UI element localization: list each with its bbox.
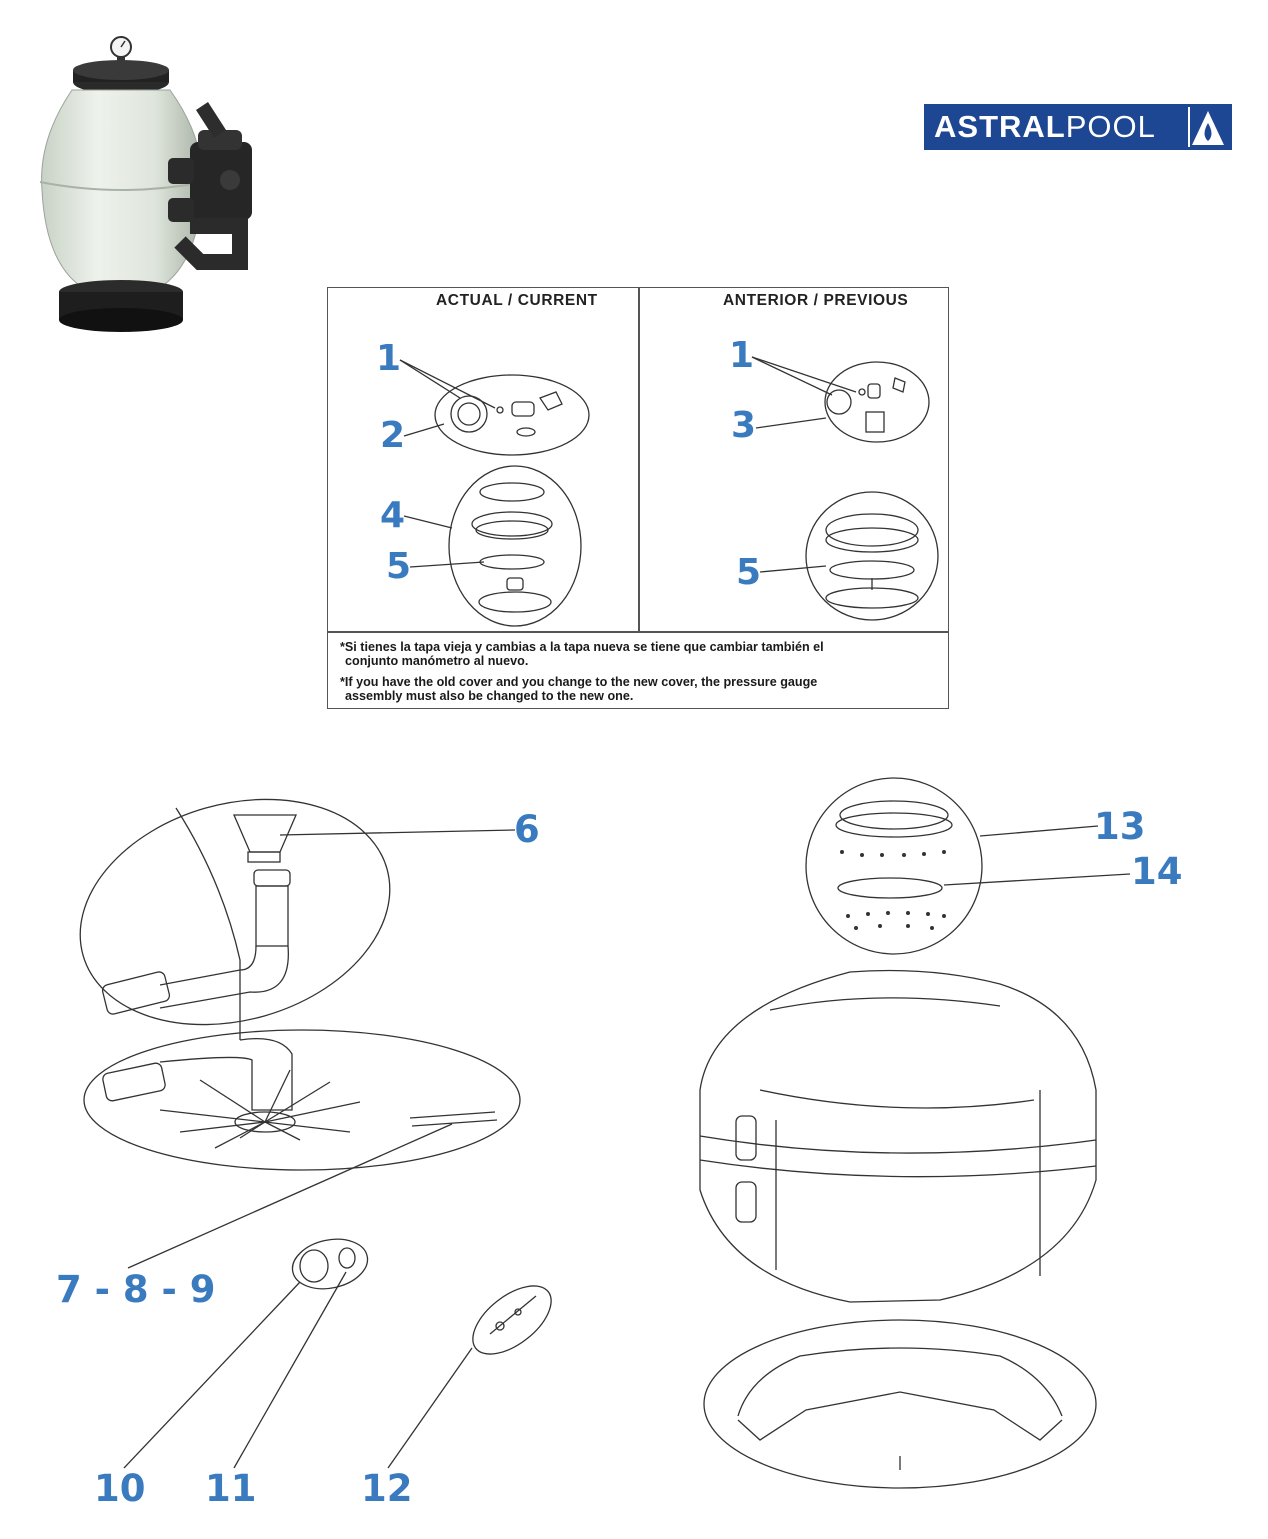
callout-current-1: 1 [376, 338, 402, 379]
callout-part-10: 10 [94, 1467, 146, 1510]
header-previous: ANTERIOR / PREVIOUS [723, 292, 909, 309]
tank-outline [700, 971, 1096, 1303]
note-spanish-line1: *Si tienes la tapa vieja y cambias a la tapa nueva se tiene que cambiar también el [340, 640, 824, 654]
current-cover-group [449, 466, 581, 626]
callout-current-4: 4 [380, 495, 406, 536]
callout-part-11: 11 [205, 1467, 257, 1510]
top-lateral-ellipse [53, 765, 416, 1060]
callout-previous-5: 5 [736, 552, 762, 593]
callout-part-13: 13 [1094, 805, 1146, 848]
previous-gauge-group [825, 362, 929, 442]
logo-text-bold: ASTRAL [934, 109, 1066, 144]
previous-cover-group [806, 492, 938, 620]
callout-part-12: 12 [361, 1467, 413, 1510]
cover-detail-circle [806, 778, 982, 954]
note-english-line1: *If you have the old cover and you change to the new cover, the pressure gauge [340, 675, 818, 689]
callout-part-6: 6 [514, 808, 540, 851]
gauge-kit-ellipse [461, 1273, 563, 1367]
note-english-line2: assembly must also be changed to the new one. [345, 689, 634, 703]
callout-part-14: 14 [1131, 850, 1183, 893]
callout-part-7-8-9: 7 - 8 - 9 [56, 1268, 216, 1311]
bottom-lateral-ellipse [84, 1030, 520, 1170]
callout-current-5: 5 [386, 546, 412, 587]
header-current: ACTUAL / CURRENT [436, 292, 598, 309]
callout-previous-1: 1 [729, 335, 755, 376]
logo-text-light: POOL [1065, 109, 1156, 144]
note-spanish-line2: conjunto manómetro al nuevo. [345, 654, 529, 668]
callout-previous-3: 3 [731, 405, 757, 446]
callout-current-2: 2 [380, 415, 406, 456]
